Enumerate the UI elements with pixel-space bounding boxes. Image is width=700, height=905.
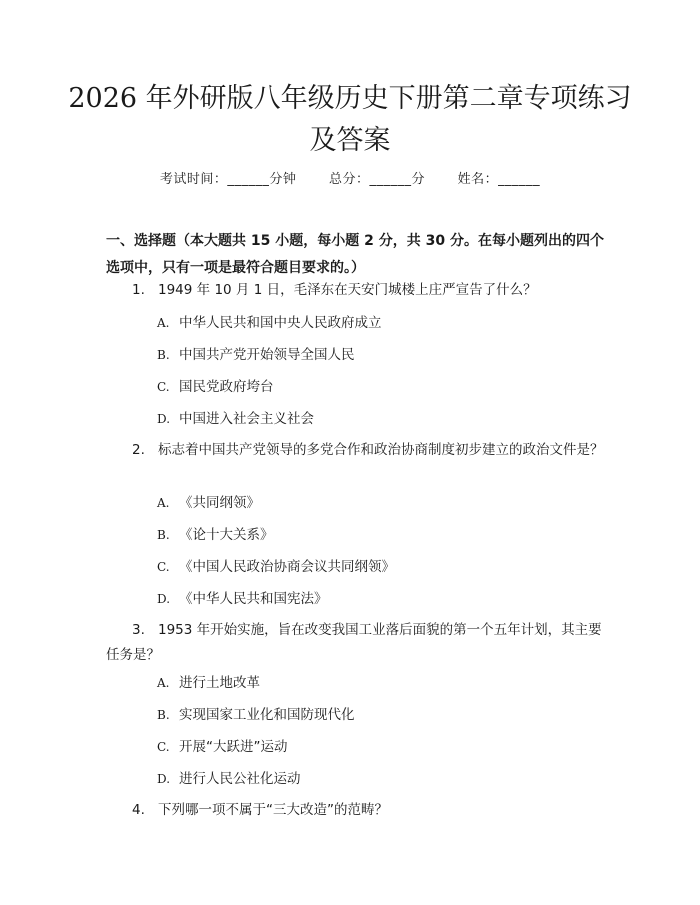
student-name-field: 姓名：______ <box>457 172 541 187</box>
option-2d <box>157 589 328 609</box>
option-2c <box>157 557 395 577</box>
question-3 <box>106 618 614 668</box>
option-label: D. <box>157 772 171 786</box>
option-text: 《中国人民政治协商会议共同纲领》 <box>179 559 395 575</box>
question-4 <box>106 798 614 823</box>
total-score-field: 总分：______分 <box>328 172 425 187</box>
option-text: 开展“大跃进”运动 <box>179 739 288 755</box>
option-label: C. <box>157 560 170 574</box>
option-label: B. <box>157 348 170 362</box>
question-2 <box>106 438 614 463</box>
option-2a <box>157 493 260 513</box>
option-text: 国民党政府垮台 <box>179 379 274 395</box>
question-text: 1953 年开始实施，旨在改变我国工业落后面貌的第一个五年计划，其主要任务是？ <box>106 622 602 663</box>
option-label: B. <box>157 528 170 542</box>
question-number: 4. <box>132 802 145 818</box>
option-3d <box>157 769 301 789</box>
option-label: D. <box>157 412 171 426</box>
question-text: 下列哪一项不属于“三大改造”的范畴？ <box>158 802 388 818</box>
option-text: 《共同纲领》 <box>179 495 260 511</box>
option-2b <box>157 525 274 545</box>
question-1 <box>106 278 614 303</box>
question-text: 标志着中国共产党领导的多党合作和政治协商制度初步建立的政治文件是？ <box>158 442 604 458</box>
question-number: 2. <box>132 442 145 458</box>
option-label: A. <box>157 676 170 690</box>
option-3a <box>157 673 260 693</box>
exam-time-field: 考试时间：______分钟 <box>159 172 297 187</box>
option-3b <box>157 705 355 725</box>
option-1c <box>157 377 274 397</box>
option-1a <box>157 313 382 333</box>
exam-info-line <box>0 168 700 187</box>
option-label: B. <box>157 708 170 722</box>
question-number: 3. <box>132 622 145 638</box>
option-text: 中华人民共和国中央人民政府成立 <box>179 315 382 331</box>
option-label: A. <box>157 496 170 510</box>
option-1b <box>157 345 355 365</box>
option-text: 《中华人民共和国宪法》 <box>179 591 328 607</box>
document-title: 2026 年外研版八年级历史下册第二章专项练习及答案 <box>68 83 632 156</box>
option-3c <box>157 737 288 757</box>
option-text: 进行土地改革 <box>179 675 260 691</box>
option-text: 实现国家工业化和国防现代化 <box>179 707 355 723</box>
option-label: A. <box>157 316 170 330</box>
option-label: C. <box>157 380 170 394</box>
question-number: 1. <box>132 282 145 298</box>
option-label: C. <box>157 740 170 754</box>
section-heading: 一、选择题（本大题共 15 小题，每小题 2 分，共 30 分。在每小题列出的四个选项中，只有一项是最符合题目要求的。） <box>106 233 604 276</box>
option-text: 中国共产党开始领导全国人民 <box>179 347 355 363</box>
option-text: 中国进入社会主义社会 <box>179 411 314 427</box>
option-label: D. <box>157 592 171 606</box>
option-text: 进行人民公社化运动 <box>179 771 301 787</box>
option-text: 《论十大关系》 <box>179 527 274 543</box>
option-1d <box>157 409 314 429</box>
question-text: 1949 年 10 月 1 日，毛泽东在天安门城楼上庄严宣告了什么？ <box>158 282 537 298</box>
